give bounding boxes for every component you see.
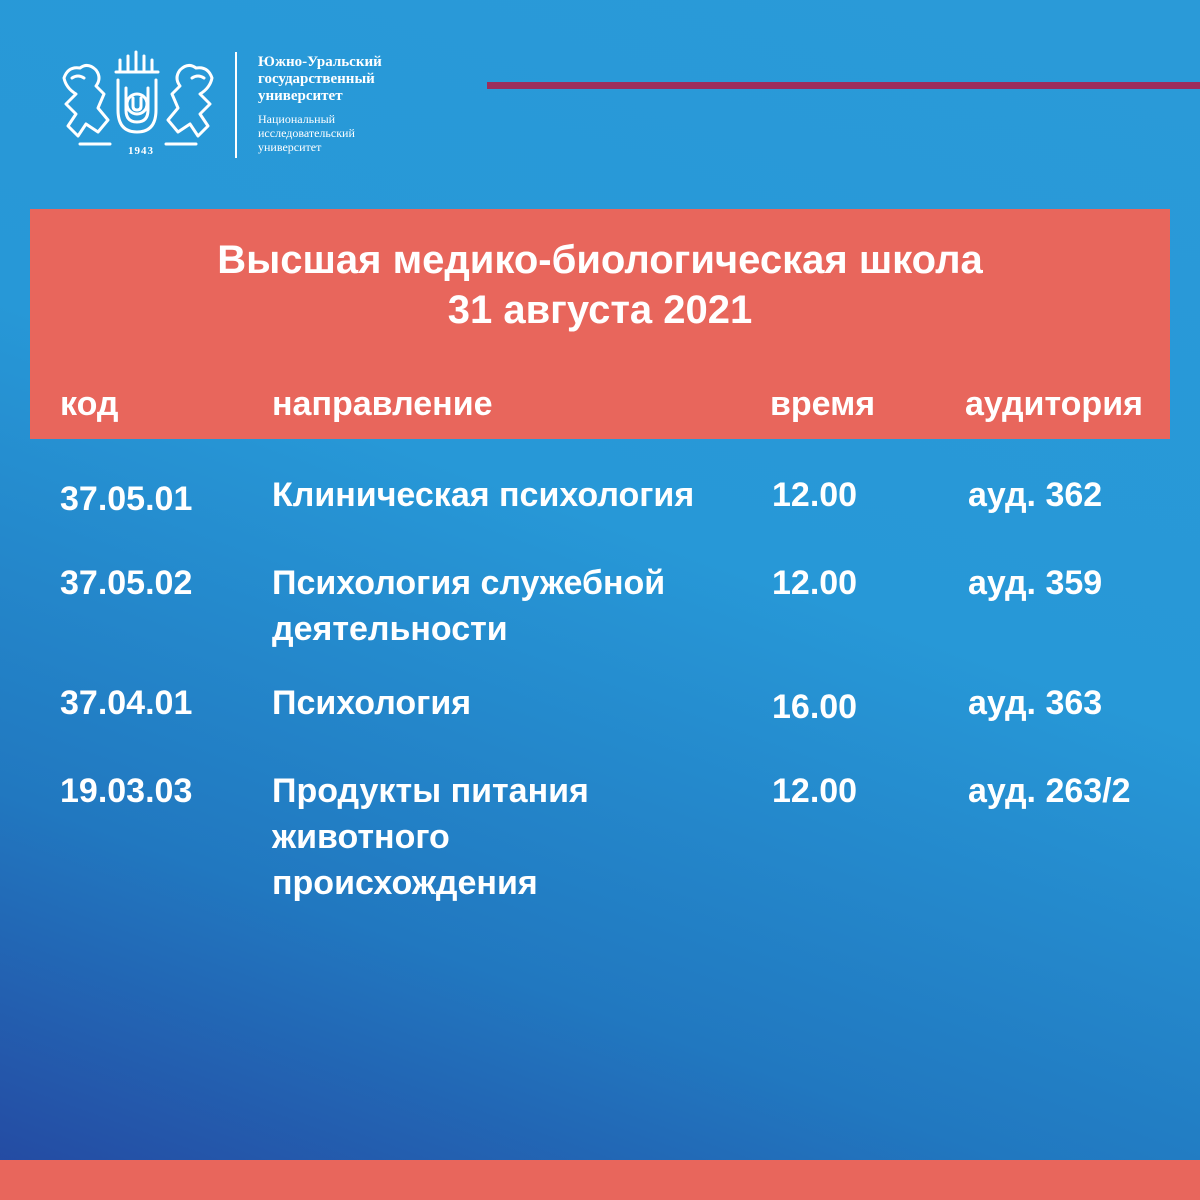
university-name-line: государственный bbox=[258, 71, 375, 87]
susu-lions-logo-icon bbox=[58, 48, 218, 160]
university-subtitle-line: университет bbox=[258, 140, 322, 154]
university-subtitle-line: Национальный bbox=[258, 112, 336, 126]
logo-divider bbox=[235, 52, 237, 158]
row-direction: Продукты питания животного происхождения bbox=[272, 772, 589, 902]
logo-year: 1943 bbox=[128, 145, 154, 157]
row-room: ауд. 263/2 bbox=[968, 772, 1131, 810]
university-name-line: Южно-Уральский bbox=[258, 54, 382, 70]
university-logo bbox=[58, 48, 218, 160]
university-name bbox=[258, 54, 478, 105]
university-subtitle-line: исследовательский bbox=[258, 126, 355, 140]
university-name-line: университет bbox=[258, 88, 343, 104]
row-time: 12.00 bbox=[772, 476, 858, 514]
row-time: 12.00 bbox=[772, 772, 858, 810]
column-header-room: аудитория bbox=[965, 385, 1143, 423]
column-header-direction: направление bbox=[272, 385, 493, 423]
university-subtitle bbox=[258, 112, 478, 154]
row-room: ауд. 362 bbox=[968, 476, 1103, 514]
row-code: 19.03.03 bbox=[60, 772, 193, 810]
row-room: ауд. 363 bbox=[968, 684, 1103, 722]
header-box bbox=[30, 209, 1170, 439]
row-time: 12.00 bbox=[772, 564, 858, 602]
row-code: 37.04.01 bbox=[60, 684, 193, 722]
page-title bbox=[30, 235, 1170, 335]
column-header-time: время bbox=[770, 385, 876, 423]
title-line: Высшая медико-биологическая школа bbox=[217, 238, 983, 282]
row-direction: Психология служебной деятельности bbox=[272, 564, 666, 648]
row-room: ауд. 359 bbox=[968, 564, 1103, 602]
top-decorative-line bbox=[487, 82, 1200, 89]
row-time: 16.00 bbox=[772, 688, 858, 726]
row-code: 37.05.02 bbox=[60, 564, 193, 602]
column-header-code: код bbox=[60, 385, 119, 423]
title-date: 31 августа 2021 bbox=[447, 288, 753, 332]
row-direction: Клиническая психология bbox=[272, 476, 695, 514]
row-code: 37.05.01 bbox=[60, 480, 193, 518]
row-direction: Психология bbox=[272, 684, 472, 722]
bottom-decorative-bar bbox=[0, 1160, 1200, 1200]
